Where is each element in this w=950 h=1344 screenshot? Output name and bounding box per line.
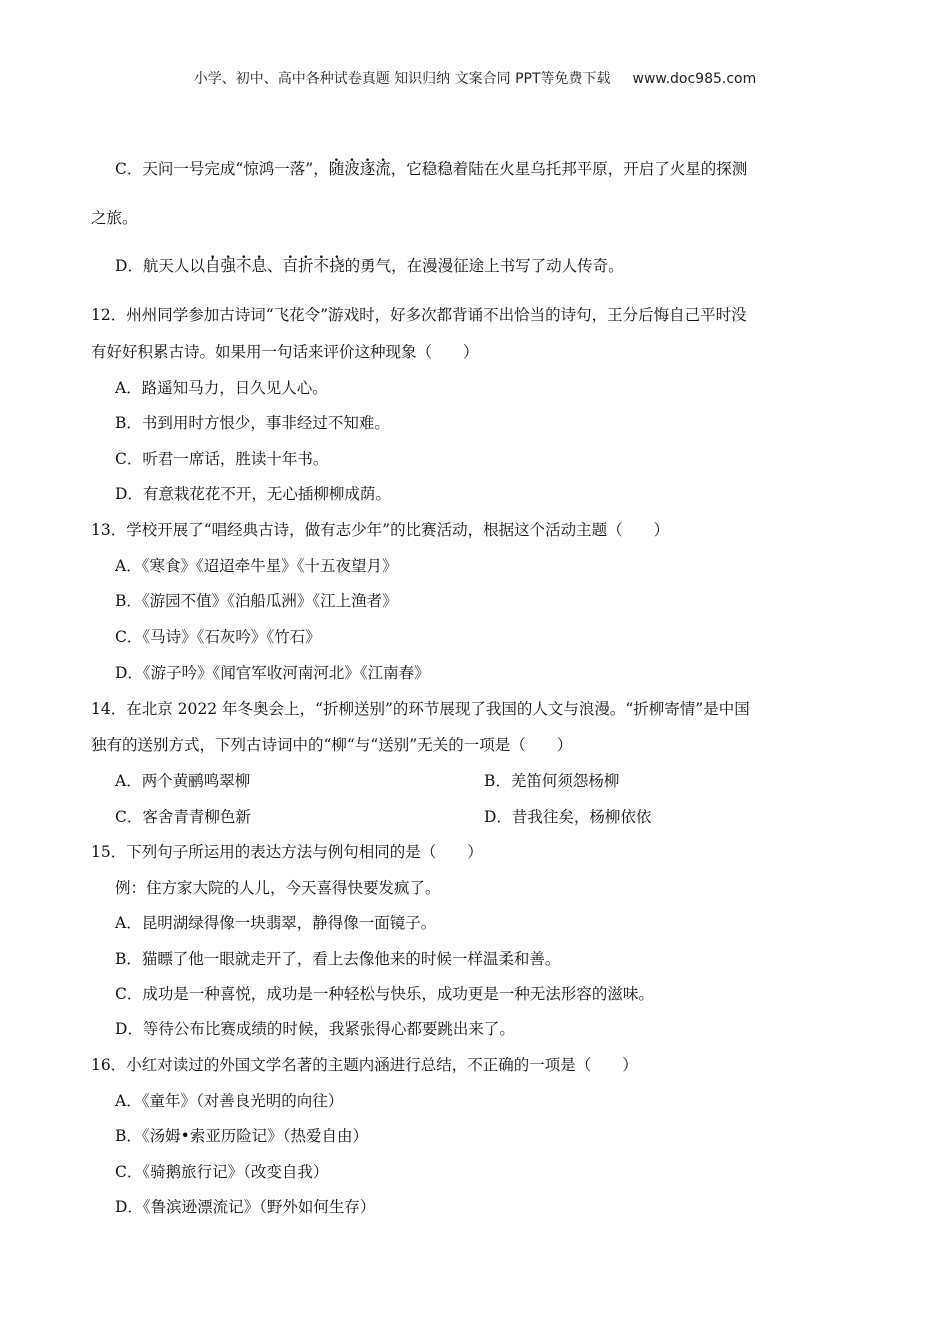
header-title: 小学、初中、高中各种试卷真题 知识归纳 文案合同 PPT等免费下载 xyxy=(193,71,611,87)
q16-option-b: B．《汤姆•索亚历险记》（热爱自由） xyxy=(115,1127,369,1145)
q13-option-a: A．《寒食》《迢迢牵牛星》《十五夜望月》 xyxy=(115,557,398,575)
emphasis-char: 强 xyxy=(220,257,236,275)
q14-option-b: B．羌笛何须怨杨柳 xyxy=(484,772,620,790)
q15-option-a: A．昆明湖绿得像一块翡翠，静得像一面镜子。 xyxy=(115,914,437,932)
emphasis-char: 不 xyxy=(313,257,330,275)
header-url: www.doc985.com xyxy=(632,71,757,87)
emphasis-char: 波 xyxy=(344,160,360,178)
q12-stem-line2: 有好好积累古诗。如果用一句话来评价这种现象（ ） xyxy=(91,343,479,361)
q16-stem: 16．小红对读过的外国文学名著的主题内涵进行总结，不正确的一项是（ ） xyxy=(91,1056,638,1074)
q11-option-c-cont: 之旅。 xyxy=(91,209,138,227)
q15-option-b: B．猫瞟了他一眼就走开了，看上去像他来的时候一样温柔和善。 xyxy=(115,950,561,968)
q13-option-b: B．《游园不值》《泊船瓜洲》《江上渔者》 xyxy=(115,592,398,610)
emphasis-char: 挠 xyxy=(329,257,345,275)
emphasis-char: 百 xyxy=(282,257,299,275)
q14-option-d: D．昔我往矣，杨柳依依 xyxy=(484,808,652,826)
q13-option-d: D．《游子吟》《闻官军收河南河北》《江南春》 xyxy=(115,664,430,682)
q16-option-c: C．《骑鹅旅行记》（改变自我） xyxy=(115,1163,329,1181)
emphasis-char: 自 xyxy=(204,257,221,275)
q11-option-d: D．航天人以自强不息、百折不挠的勇气，在漫漫征途上书写了动人传奇。 xyxy=(115,257,624,275)
q12-stem-line1: 12．州州同学参加古诗词“飞花令”游戏时，好多次都背诵不出恰当的诗句，王分后悔自己平时没 xyxy=(91,306,747,324)
q12-option-d: D．有意栽花花不开，无心插柳柳成荫。 xyxy=(115,485,391,503)
q16-option-a: A．《童年》（对善良光明的向往） xyxy=(115,1092,344,1110)
q13-stem: 13．学校开展了“唱经典古诗，做有志少年”的比赛活动，根据这个活动主题（ ） xyxy=(91,521,670,539)
q12-option-a: A．路遥知马力，日久见人心。 xyxy=(115,379,328,397)
q16-option-d: D．《鲁滨逊漂流记》（野外如何生存） xyxy=(115,1198,376,1216)
q14-option-a: A．两个黄鹂鸣翠柳 xyxy=(115,772,251,790)
q12-option-b: B．书到用时方恨少，事非经过不知难。 xyxy=(115,414,390,432)
q15-option-c: C．成功是一种喜悦，成功是一种轻松与快乐，成功更是一种无法形容的滋味。 xyxy=(115,985,654,1003)
q14-stem-line1: 14．在北京 2022 年冬奥会上，“折柳送别”的环节展现了我国的人文与浪漫。“折柳寄情”是中国 xyxy=(91,700,750,718)
emphasis-char: 逐 xyxy=(359,160,376,178)
page-header xyxy=(0,68,950,88)
q15-stem: 15．下列句子所运用的表达方法与例句相同的是（ ） xyxy=(91,843,483,861)
emphasis-char: 流 xyxy=(375,160,391,178)
q15-example: 例：住方家大院的人儿，今天喜得快要发疯了。 xyxy=(115,879,441,897)
q15-option-d: D．等待公布比赛成绩的时候，我紧张得心都要跳出来了。 xyxy=(115,1020,515,1038)
q13-option-c: C．《马诗》《石灰吟》《竹石》 xyxy=(115,628,321,646)
q11-option-c: C．天问一号完成“惊鸿一落”，随波逐流，它稳稳着陆在火星乌托邦平原，开启了火星的探测 xyxy=(115,160,748,178)
q12-option-c: C．听君一席话，胜读十年书。 xyxy=(115,450,329,468)
emphasis-char: 折 xyxy=(298,257,314,275)
q14-option-c: C．客舍青青柳色新 xyxy=(115,808,251,826)
q14-stem-line2: 独有的送别方式，下列古诗词中的“柳“与“送别”无关的一项是（ ） xyxy=(91,736,573,754)
emphasis-char: 息 xyxy=(251,257,267,275)
emphasis-char: 随 xyxy=(328,160,345,178)
emphasis-char: 不 xyxy=(235,257,252,275)
